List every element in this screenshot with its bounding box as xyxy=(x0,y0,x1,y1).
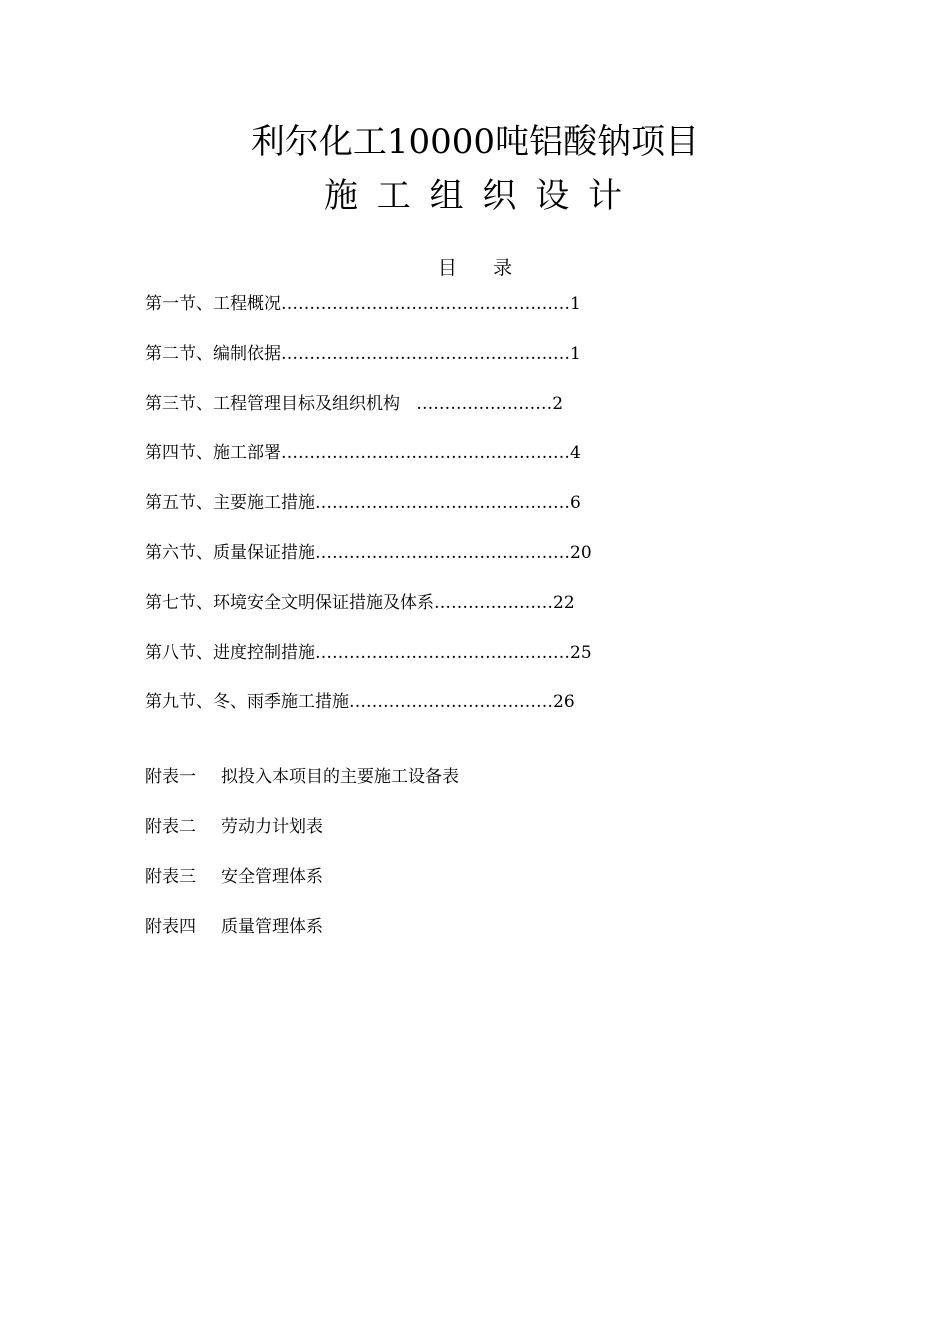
toc-entry[interactable] xyxy=(145,390,785,440)
toc-entry[interactable] xyxy=(145,639,785,689)
appendix-label: 附表一 xyxy=(145,767,196,787)
toc-entry-leader: ……………………………… xyxy=(349,692,553,713)
toc-entry[interactable] xyxy=(145,539,785,589)
toc-entry-leader: ……………………………………… xyxy=(315,493,570,514)
appendix-title: 劳动力计划表 xyxy=(221,817,323,837)
toc-entry-page: 1 xyxy=(570,343,581,364)
toc-entry[interactable] xyxy=(145,439,785,489)
toc-entry[interactable] xyxy=(145,290,785,340)
toc-heading: 目 录 xyxy=(437,257,513,279)
toc-entry-leader: ……………………………………… xyxy=(315,542,570,563)
appendix-entry[interactable] xyxy=(145,814,785,864)
toc-entry[interactable] xyxy=(145,589,785,639)
appendix-entry[interactable] xyxy=(145,864,785,914)
appendix-entry[interactable] xyxy=(145,764,785,814)
toc-entry-title: 第一节、工程概况 xyxy=(145,294,281,314)
appendix-title: 安全管理体系 xyxy=(221,867,323,887)
toc-entry-leader: …………………………………………… xyxy=(281,343,570,364)
toc-entry-page: 1 xyxy=(570,294,581,314)
appendix-title: 拟投入本项目的主要施工设备表 xyxy=(221,767,459,787)
appendix-label: 附表二 xyxy=(145,817,196,837)
toc-entry-title: 第三节、工程管理目标及组织机构 xyxy=(145,393,400,414)
toc-entry[interactable] xyxy=(145,489,785,539)
toc-entry-leader: …………………… xyxy=(400,393,553,414)
toc-entry-page: 20 xyxy=(570,542,592,563)
toc-entry-page: 2 xyxy=(552,393,564,414)
document-subtitle: 施 工 组 织 设 计 xyxy=(323,176,627,216)
toc-entry-title: 第七节、环境安全文明保证措施及体系 xyxy=(145,592,434,613)
toc-entry-title: 第六节、质量保证措施 xyxy=(145,542,315,563)
toc-entry-title: 第二节、编制依据 xyxy=(145,343,281,364)
document-title: 利尔化工10000吨铝酸钠项目 xyxy=(250,122,700,162)
toc-entry[interactable] xyxy=(145,340,785,390)
toc-entry[interactable] xyxy=(145,688,785,738)
toc-entry-title: 第四节、施工部署 xyxy=(145,443,281,464)
appendix-entry[interactable] xyxy=(145,914,785,964)
toc-entry-page: 25 xyxy=(570,642,592,663)
toc-entry-page: 4 xyxy=(570,443,581,464)
toc-entry-leader: ……………………………………… xyxy=(315,642,570,663)
toc-entry-page: 6 xyxy=(570,493,581,514)
appendix-list xyxy=(145,764,785,964)
toc-entry-leader: …………………………………………… xyxy=(281,294,570,314)
toc-entry-page: 26 xyxy=(553,692,575,713)
toc-entry-title: 第五节、主要施工措施 xyxy=(145,493,315,514)
toc-entry-leader: …………………………………………… xyxy=(281,443,570,464)
appendix-label: 附表三 xyxy=(145,867,196,887)
table-of-contents xyxy=(145,290,785,738)
toc-entry-title: 第八节、进度控制措施 xyxy=(145,642,315,663)
toc-entry-page: 22 xyxy=(553,592,575,613)
appendix-title: 质量管理体系 xyxy=(221,917,323,937)
toc-entry-leader: ………………… xyxy=(434,592,553,613)
toc-entry-title: 第九节、冬、雨季施工措施 xyxy=(145,692,349,713)
appendix-label: 附表四 xyxy=(145,917,196,937)
